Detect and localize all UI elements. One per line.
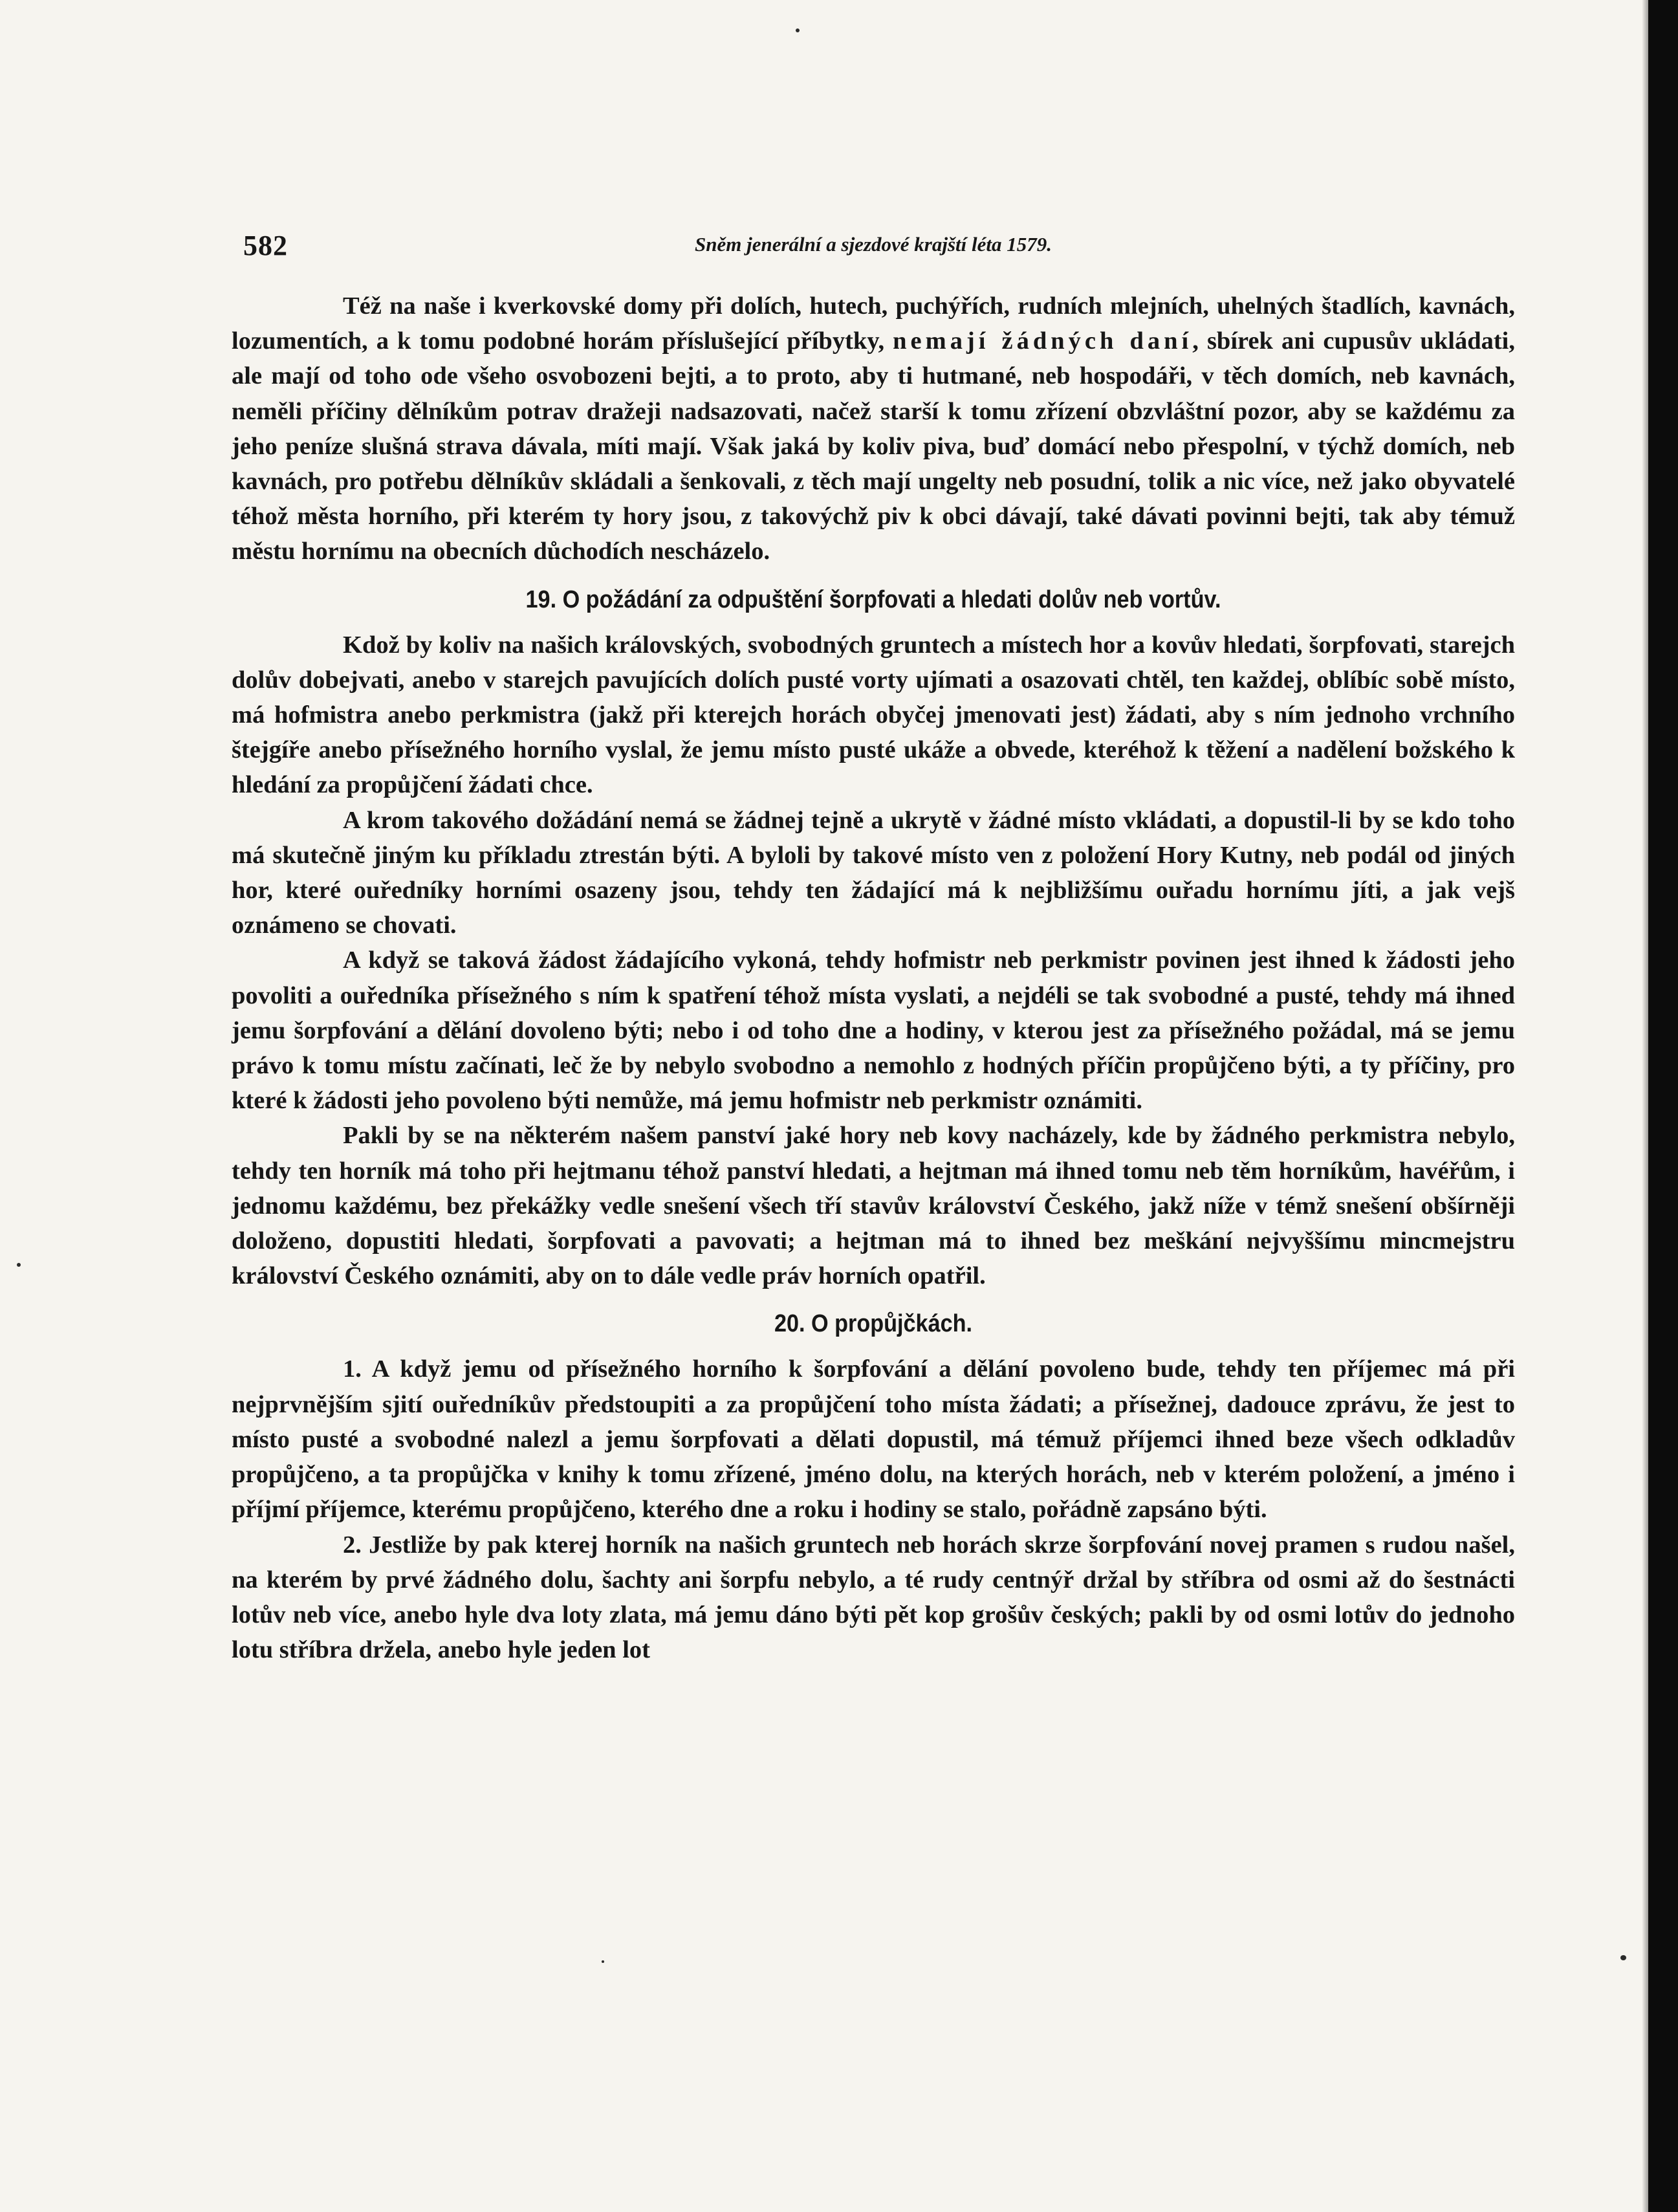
paper-speck [602, 1960, 604, 1963]
paragraph-5: Pakli by se na některém našem panství jaké hory neb kovy nacházely, kde by žádného perkmistra nebylo, tehdy ten horník má toho při hejtmanu téhož panství hledati, a hejtman má ihned tomu neb těm horníkům, havéřům, i jednomu každému, bez překážky vedle snešení všech tří stavův království Českého, jakž níže v témž snešení obšírněji doloženo, dopustiti hledati, šorpfovati a pavovati; a hejtman má to ihned bez meškání nejvyššímu mincmejstru království Českého oznámiti, aby on to dále vedle práv horních opatřil. [232, 1122, 1515, 1290]
paragraph-6: 1. A když jemu od přísežného horního k šorpfování a dělání povoleno bude, tehdy ten příjemec má při nejprvnějším sjití ouředníkův předstoupiti a za propůjčení toho místa žádati; a přísežnej, dadouce zprávu, že jest to místo pusté a svobodné nalezl a jemu šorpfovati a dělati dopustil, má témuž příjemci ihned beze všech odkladův propůjčeno, a ta propůjčka v knihy k tomu zřízené, jméno dolu, na kterých horách, neb v kterém položení, a jméno i příjmí příjemce, kterému propůjčeno, kterého dne a roku i hodiny se stalo, pořádně zapsáno býti. [232, 1355, 1515, 1524]
document-page [232, 226, 1515, 1667]
section-heading-19: 19. O požádání za odpuštění šorpfovati a hledati dolův neb vortův. [525, 586, 1221, 613]
paragraph-3: A krom takového dožádání nemá se žádnej tejně a ukrytě v žádné místo vkládati, a dopustil-li by se kdo toho má skutečně jiným ku příkladu ztrestán býti. A byloli by takové místo ven z položení Hory Kutny, neb podál od jiných hor, které ouředníky horními osazeny jsou, tehdy ten žádající má k nejbližšímu ouřadu hornímu jíti, a jak vejš oznámeno se chovati. [232, 806, 1515, 939]
page-number: 582 [243, 230, 288, 261]
paragraph-2: Kdož by koliv na našich královských, svobodných gruntech a místech hor a kovův hledati, šorpfovati, starejch dolův dobejvati, anebo v starejch pavujících dolích pusté vorty ujímati a osazovati chtěl, ten každej, oblíbíc sobě místo, má hofmistra anebo perkmistra (jakž při kterejch horách obyčej jmenovati jest) žádati, aby s ním jednoho vrchního štejgíře anebo přísežného horního vyslal, že jemu místo pusté ukáže a obvede, kteréhož k těžení a nadělení božského k hledání za propůjčení žádati chce. [232, 631, 1515, 799]
paper-speck [1620, 1955, 1626, 1960]
running-title: Sněm jenerální a sjezdové krajští léta 1579. [695, 233, 1052, 256]
section-heading-20: 20. O propůjčkách. [774, 1310, 972, 1338]
paragraph-1 [232, 289, 1515, 569]
paragraph-4: A když se taková žádost žádajícího vykoná, tehdy hofmistr neb perkmistr povinen jest ihned k žádosti jeho povoliti a ouředníka přísežného s ním k spatření téhož místa vyslati, a nejdéli se tak svobodné a pusté, tehdy má ihned jemu šorpfování a dělání dovoleno býti; nebo i od toho dne a hodiny, v kterou jest za přísežného požádal, má se jemu právo k tomu místu začínati, leč že by nebylo svobodno a nemohlo z hodných příčin propůjčeno býti, a ty příčiny, pro které k žádosti jeho povoleno býti nemůže, má jemu hofmistr neb perkmistr oznámiti. [232, 947, 1515, 1115]
running-head [232, 226, 1515, 265]
page-edge-shadow [1642, 0, 1648, 2212]
paper-speck [796, 28, 800, 32]
paragraph-1-text-b: , sbírek ani cupusův ukládati, ale mají od toho ode všeho osvobozeni bejti, a to proto, aby ti hutmané, neb hospodáři, v těch domích, neb kavnách, neměli příčiny dělníkům potrav dražeji nadsazovati, načež starší k tomu zřízení obzvláštní pozor, aby se každému za jeho peníze slušná strava dávala, míti mají. Však jaká by koliv piva, buď domácí nebo přespolní, v týchž domích, neb kavnách, pro potřebu dělníkův skládali a šenkovali, z těch mají ungelty neb posudní, tolik a nic více, než jako obyvatelé téhož města horního, při kterém ty hory jsou, z takovýchž piv k obci dávají, také dávati povinni bejti, tak aby témuž městu hornímu na obecních důchodích nescházelo. [232, 327, 1515, 565]
paper-speck [17, 1263, 21, 1267]
page-edge [1648, 0, 1678, 2212]
paragraph-1-spaced-emphasis: nemají žádných daní [893, 327, 1193, 355]
paragraph-7: 2. Jestliže by pak kterej horník na našich gruntech neb horách skrze šorpfování novej pramen s rudou našel, na kterém by prvé žádného dolu, šachty ani šorpfu nebylo, a té rudy centnýř držal by stříbra od osmi až do šestnácti lotův neb více, anebo hyle dva loty zlata, má jemu dáno býti pět kop grošův českých; pakli by od osmi lotův do jednoho lotu stříbra držela, anebo hyle jeden lot [232, 1531, 1515, 1664]
paragraph-1-text-a: Též na naše i kverkovské domy při dolích, hutech, puchýřích, rudních mlejních, uhelných štadlích, kavnách, lozumentích, a k tomu podobné horám příslušející příbytky, [232, 292, 1515, 355]
